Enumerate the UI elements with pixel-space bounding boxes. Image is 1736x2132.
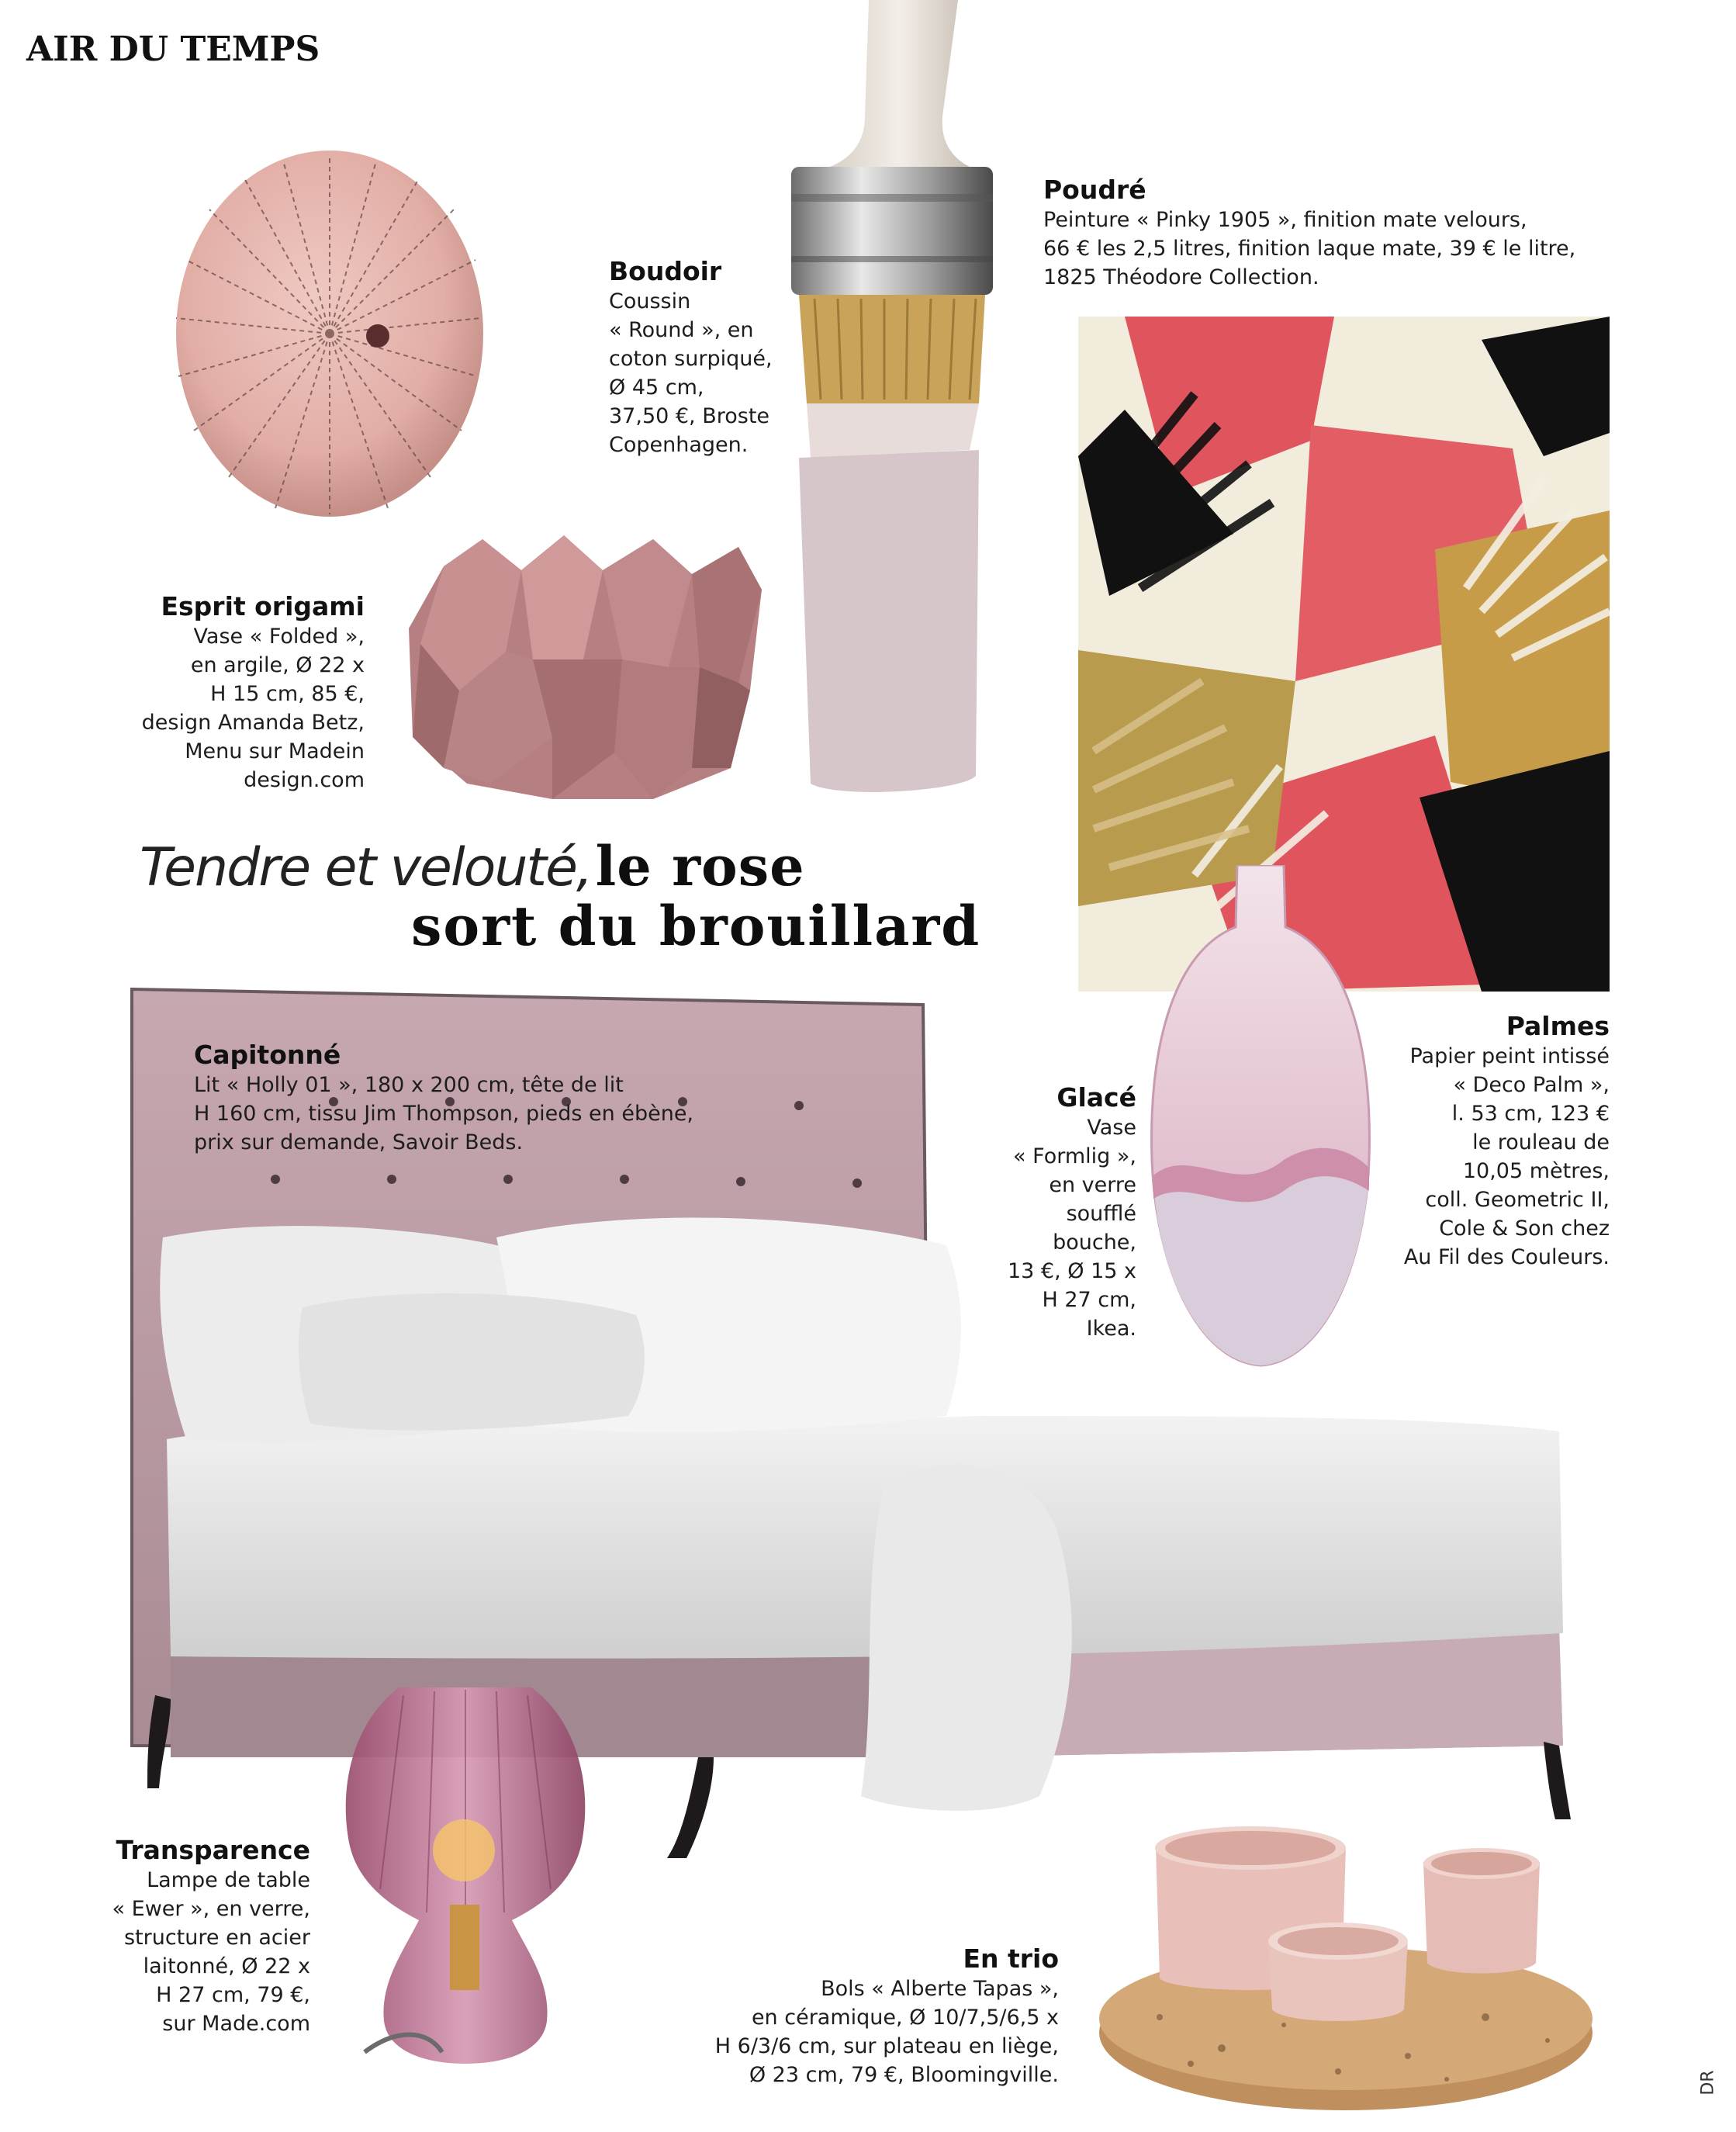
caption-boudoir: [609, 256, 787, 459]
caption-transparence: [78, 1835, 310, 2038]
caption-title: En trio: [963, 1943, 1059, 1974]
round-cushion-image: [167, 144, 493, 531]
caption-text: Bols « Alberte Tapas », en céramique, Ø 10/7,5/6,5 x H 6/3/6 cm, sur plateau en liège, Ø 23 cm, 79 €, Bloomingville.: [714, 1977, 1059, 2087]
caption-text: Coussin « Round », en coton surpiqué, Ø 45 cm, 37,50 €, Broste Copenhagen.: [609, 289, 773, 457]
headline-bold-2: sort du brouillard: [411, 894, 981, 958]
caption-text: Vase « Formlig », en verre soufflé bouche, 13 €, Ø 15 x H 27 cm, Ikea.: [1007, 1116, 1136, 1341]
caption-palmes: [1357, 1011, 1610, 1272]
caption-title: Boudoir: [609, 256, 722, 286]
caption-text: Lampe de table « Ewer », en verre, structure en acier laitonné, Ø 22 x H 27 cm, 79 €, sur Made.com: [112, 1868, 310, 2036]
caption-text: Peinture « Pinky 1905 », finition mate velours, 66 € les 2,5 litres, finition laque mate, 39 € le litre, 1825 Théodore Collection.: [1043, 208, 1576, 289]
glass-lamp-image: [326, 1687, 605, 2064]
caption-en-trio: [702, 1943, 1059, 2089]
caption-glace: [981, 1082, 1136, 1343]
headline-bold-1: le rose: [595, 834, 805, 898]
photo-credit: DR: [1698, 2070, 1718, 2096]
paint-brush-image: [776, 0, 1024, 807]
caption-origami: [116, 591, 365, 794]
caption-title: Transparence: [116, 1835, 310, 1865]
caption-title: Esprit origami: [161, 591, 365, 621]
caption-title: Capitonné: [194, 1040, 341, 1070]
caption-text: Lit « Holly 01 », 180 x 200 cm, tête de lit H 160 cm, tissu Jim Thompson, pieds en ébène, prix sur demande, Savoir Beds.: [194, 1073, 694, 1154]
headline-light: Tendre et velouté,: [140, 837, 592, 898]
caption-title: Glacé: [1056, 1082, 1136, 1113]
caption-title: Palmes: [1506, 1011, 1610, 1041]
caption-text: Vase « Folded », en argile, Ø 22 x H 15 cm, 85 €, design Amanda Betz, Menu sur Madein design.com: [141, 625, 365, 792]
caption-poudre: [1043, 175, 1586, 292]
caption-title: Poudré: [1043, 175, 1146, 205]
bowls-tray-image: [1082, 1815, 1598, 2114]
headline: [140, 834, 1039, 958]
caption-capitonne: [194, 1040, 752, 1157]
origami-vase-image: [397, 535, 769, 803]
section-title: AIR DU TEMPS: [26, 29, 320, 69]
caption-text: Papier peint intissé « Deco Palm », l. 53 cm, 123 € le rouleau de 10,05 mètres, coll. Geometric II, Cole & Son chez Au Fil des Couleurs.: [1403, 1044, 1610, 1269]
